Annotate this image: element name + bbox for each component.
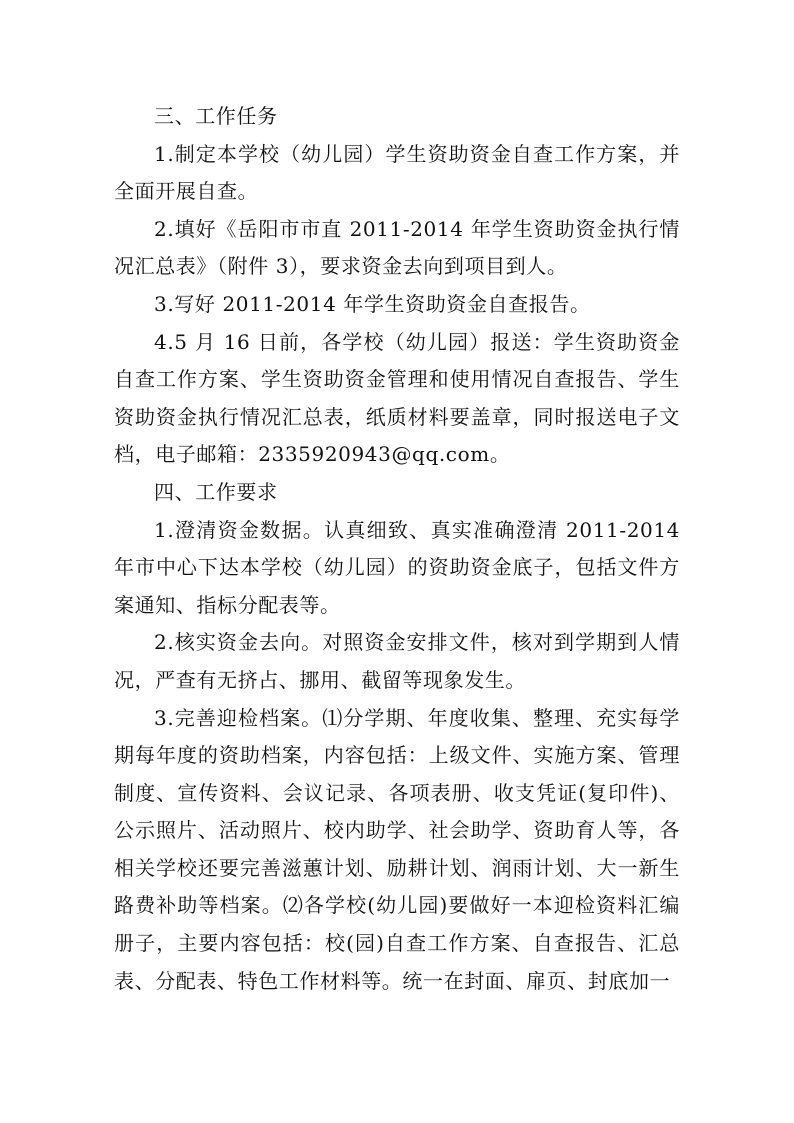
document-body: [114, 98, 680, 1000]
task-item-1: 1.制定本学校（幼儿园）学生资助资金自查工作方案，并全面开展自查。: [114, 141, 680, 204]
task-item-4: 4.5 月 16 日前，各学校（幼儿园）报送：学生资助资金自查工作方案、学生资助资金管理和使用情况自查报告、学生资助资金执行情况汇总表，纸质材料要盖章，同时报送电子文档，电子邮箱：2335920943@qq.com。: [114, 329, 680, 467]
section-heading-requirements: 四、工作要求: [154, 479, 278, 504]
task-item-2: 2.填好《岳阳市市直 2011-2014 年学生资助资金执行情况汇总表》（附件 3），要求资金去向到项目到人。: [114, 216, 680, 279]
requirement-item-2: 2.核实资金去向。对照资金安排文件，核对到学期到人情况，严查有无挤占、挪用、截留等现象发生。: [114, 630, 680, 692]
section-heading-tasks: 三、工作任务: [154, 104, 278, 128]
task-item-3: 3.写好 2011-2014 年学生资助资金自查报告。: [154, 291, 591, 316]
requirement-item-3: 3.完善迎检档案。⑴分学期、年度收集、整理、充实每学期每年度的资助档案，内容包括：上级文件、实施方案、管理制度、宣传资料、会议记录、各项表册、收支凭证(复印件)、公示照片、活动照片、校内助学、社会助学、资助育人等，各相关学校还要完善滋蕙计划、励耕计划、润雨计划、大一新生路费补助等档案。⑵各学校(幼儿园)要做好一本迎检资料汇编册子，主要内容包括：校(园)自查工作方案、自查报告、汇总表、分配表、特色工作材料等。统一在封面、扉页、封底加一: [114, 705, 680, 993]
requirement-item-1: 1.澄清资金数据。认真细致、真实准确澄清 2011-2014 年市中心下达本学校（幼儿园）的资助资金底子，包括文件方案通知、指标分配表等。: [114, 517, 680, 617]
